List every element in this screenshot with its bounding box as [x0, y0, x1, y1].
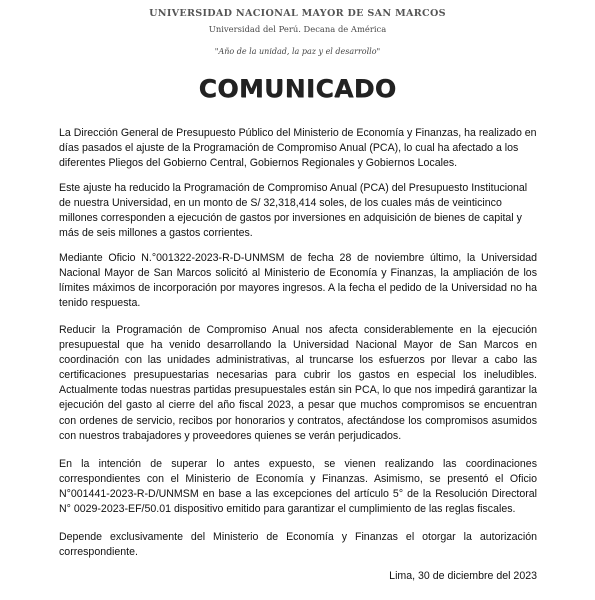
paragraph-2: Este ajuste ha reducido la Programación de Compromiso Anual (PCA) del Presupuesto Institucional de nuestra Universidad, en un monto de S/ 32,318,414 soles, de los cuales más de veinticinco millones corresponden a ejecución de gastos por inversiones en adquisición de bienes de capital y más de seis millones a gastos corrientes.: [59, 182, 528, 240]
university-subtitle: Universidad del Perú. Decana de América: [208, 24, 387, 34]
university-name: UNIVERSIDAD NACIONAL MAYOR DE SAN MARCOS: [149, 8, 446, 19]
year-motto: "Año de la unidad, la paz y el desarrollo": [214, 47, 381, 56]
paragraph-3: Mediante Oficio N.°001322-2023-R-D-UNMSM de fecha 28 de noviembre último, la Universidad Nacional Mayor de San Marcos solicitó al Ministerio de Economía y Finanzas, la ampliación de los límites máximos de incorporación por mayores ingresos. A la fecha el pedido de la Universidad no ha tenido respuesta.: [59, 252, 537, 310]
paragraph-6: Depende exclusivamente del Ministerio de Economía y Finanzas el otorgar la autorización correspondiente.: [59, 531, 537, 559]
paragraph-1: La Dirección General de Presupuesto Público del Ministerio de Economía y Finanzas, ha realizado en días pasados el ajuste de la Programación de Compromiso Anual (PCA), lo cual ha afectado a los diferentes Pliegos del Gobierno Central, Gobiernos Regionales y Gobiernos Locales.: [59, 127, 537, 170]
paragraph-5: En la intención de superar lo antes expuesto, se vienen realizando las coordinaciones correspondientes con el Ministerio de Economía y Finanzas. Asimismo, se presentó el Oficio N°001441-2023-R-D/UNMSM en base a las excepciones del artículo 5° de la Resolución Directoral N° 0029-2023-EF/50.01 dispositivo emitido para garantizar el cumplimiento de las reglas fiscales.: [59, 458, 537, 516]
document-title: COMUNICADO: [198, 74, 397, 103]
place-and-date: Lima, 30 de diciembre del 2023: [389, 570, 537, 582]
paragraph-4: Reducir la Programación de Compromiso Anual nos afecta considerablemente en la ejecución presupuestal que ha venido desarrollando la Universidad Nacional Mayor de San Marcos en coordinación con las unidades administrativas, al truncarse los esfuerzos por llevar a cabo las certificaciones presupuestarias necesarias para cubrir los gastos en especial los ineludibles. Actualmente todas nuestras partidas presupuestales están sin PCA, lo que nos impedirá garantizar la ejecución del gasto al cierre del año fiscal 2023, a pesar que muchos compromisos se encuentran con ordenes de servicio, recibos por honorarios y contratos, afectándose los compromisos asumidos con nuestros trabajadores y proveedores quienes se verán perjudicados.: [59, 324, 537, 442]
